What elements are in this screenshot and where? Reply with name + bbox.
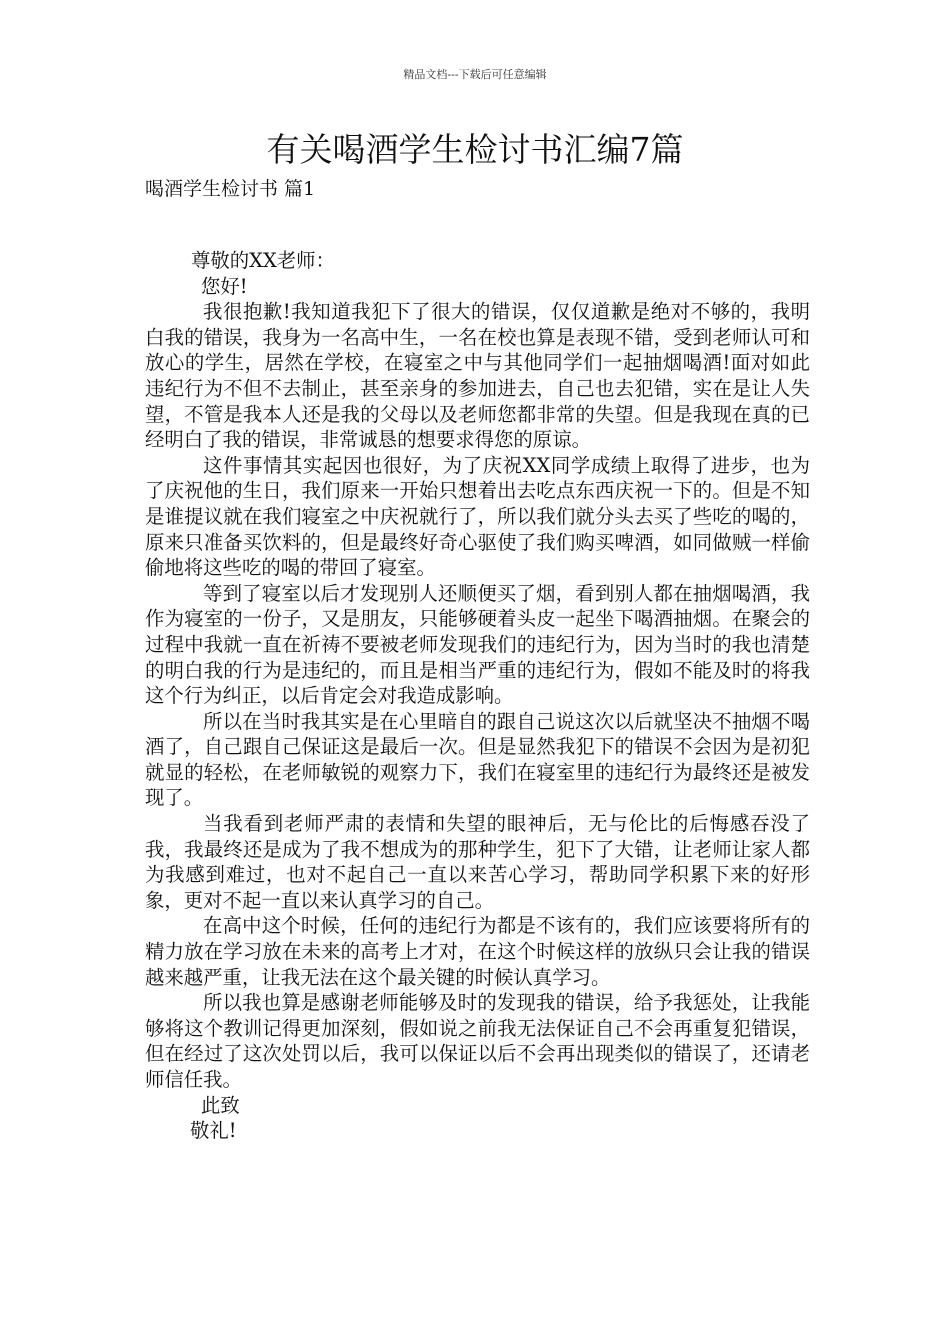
paragraph: 在高中这个时候，任何的违纪行为都是不该有的，我们应该要将所有的精力放在学习放在未来的高考上才对，在这个时候这样的放纵只会让我的错误越来越严重，让我无法在这个最关键的时候认真学习。 — [145, 914, 810, 989]
greeting: 您好! — [201, 274, 248, 298]
paragraph: 我很抱歉!我知道我犯下了很大的错误，仅仅道歉是绝对不够的，我明白我的错误，我身为一名高中生，一名在校也算是表现不错，受到老师认可和放心的学生，居然在学校，在寝室之中与其他同学们一起抽烟喝酒!面对如此违纪行为不但不去制止，甚至亲身的参加进去，自己也去犯错，实在是让人失望，不管是我本人还是我的父母以及老师您都非常的失望。但是我现在真的已经明白了我的错误，非常诚恳的想要求得您的原谅。 — [145, 300, 810, 452]
salutation: 尊敬的XX老师： — [191, 249, 335, 272]
closing-salute: 敬礼! — [190, 1119, 237, 1143]
letter-body — [145, 248, 810, 1144]
page-header: 精品文档---下载后可任意编辑 — [403, 68, 547, 81]
document-title: 有关喝酒学生检讨书汇编7篇 — [266, 130, 684, 169]
closing-line: 此致 — [201, 1093, 240, 1117]
paragraph: 所以在当时我其实是在心里暗自的跟自己说这次以后就坚决不抽烟不喝酒了，自己跟自己保证这是最后一次。但是显然我犯下的错误不会因为是初犯就显的轻松，在老师敏锐的观察力下，我们在寝室里的违纪行为最终还是被发现了。 — [145, 709, 810, 810]
paragraph: 等到了寝室以后才发现别人还顺便买了烟，看到别人都在抽烟喝酒，我作为寝室的一份子，又是朋友，只能够硬着头皮一起坐下喝酒抽烟。在聚会的过程中我就一直在祈祷不要被老师发现我们的违纪行为，因为当时的我也清楚的明白我的行为是违纪的，而且是相当严重的违纪行为，假如不能及时的将我这个行为纠正，以后肯定会对我造成影响。 — [145, 581, 810, 708]
paragraph: 所以我也算是感谢老师能够及时的发现我的错误，给予我惩处，让我能够将这个教训记得更加深刻，假如说之前我无法保证自己不会再重复犯错误，但在经过了这次处罚以后，我可以保证以后不会再出现类似的错误了，还请老师信任我。 — [145, 991, 810, 1091]
section-subtitle: 喝酒学生检讨书 篇1 — [145, 178, 316, 200]
paragraph: 这件事情其实起因也很好，为了庆祝XX同学成绩上取得了进步，也为了庆祝他的生日，我们原来一开始只想着出去吃点东西庆祝一下的。但是不知是谁提议就在我们寝室之中庆祝就行了，所以我们就分头去买了些吃的喝的，原来只准备买饮料的，但是最终好奇心驱使了我们购买啤酒，如同做贼一样偷偷地将这些吃的喝的带回了寝室。 — [145, 453, 810, 580]
paragraph: 当我看到老师严肃的表情和失望的眼神后，无与伦比的后悔感吞没了我，我最终还是成为了我不想成为的那种学生，犯下了大错，让老师让家人都为我感到难过，也对不起自己一直以来苦心学习，帮助同学积累下来的好形象，更对不起一直以来认真学习的自己。 — [145, 812, 810, 912]
